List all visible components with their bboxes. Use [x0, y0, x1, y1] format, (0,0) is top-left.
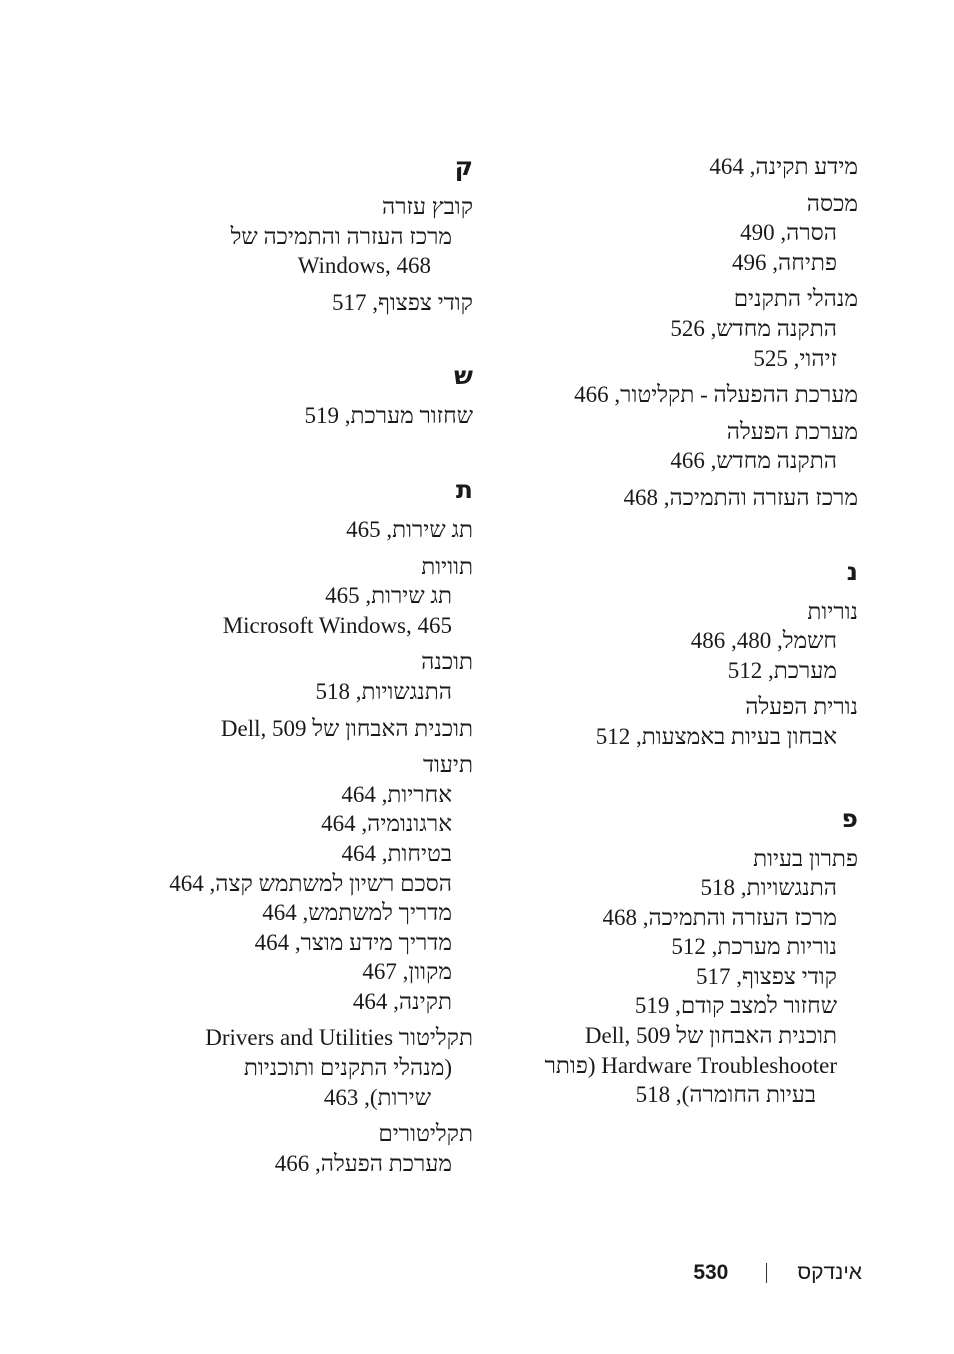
index-subterm: מדריך למשתמש, 464	[262, 900, 452, 926]
index-entry	[33, 1023, 473, 1112]
index-letter-heading: נ	[846, 556, 858, 586]
index-main-term: נורית הפעלה	[745, 694, 858, 720]
index-subterm: קודי צפצוף, 517	[696, 963, 837, 989]
index-letter-heading: פ	[841, 803, 858, 833]
index-subterm: התנגשויות, 518	[700, 875, 837, 901]
index-main-term: תיעוד	[422, 752, 473, 778]
index-subterm: הסכם רשיון למשתמש קצה, 464	[169, 870, 452, 896]
index-subterm: מרכז העזרה והתמיכה של	[230, 223, 452, 249]
index-column-left	[33, 152, 473, 1185]
index-main-term: פתרון בעיות	[753, 845, 858, 871]
index-entry	[33, 192, 473, 281]
index-subterm: מערכת, 512	[727, 657, 837, 683]
index-subterm: זיהוי, 525	[753, 345, 837, 371]
index-subterm: Microsoft Windows, 465	[222, 612, 452, 638]
index-entry	[33, 552, 473, 641]
index-entry	[33, 288, 473, 318]
footer-section-title: אינדקס	[797, 1261, 862, 1284]
index-main-term: מערכת הפעלה	[726, 418, 858, 444]
page-footer	[693, 1258, 862, 1288]
index-subterm: מערכת הפעלה, 466	[274, 1150, 452, 1176]
index-main-term: תוויות	[421, 553, 473, 579]
index-entry	[418, 152, 858, 182]
index-subterm: חשמל, 480, 486	[690, 628, 837, 654]
index-main-term: מידע תקינה, 464	[709, 154, 858, 179]
index-subterm: שחזור למצב קודם, 519	[634, 993, 837, 1019]
index-subterm: נוריות מערכת, 512	[671, 934, 837, 960]
index-subterm: מדריך מידע מוצר, 464	[254, 929, 452, 955]
index-main-term: תקליטורים	[378, 1121, 473, 1147]
index-letter-heading: ש	[454, 361, 473, 391]
index-letter-heading: ק	[454, 152, 473, 181]
index-main-term: קודי צפצוף, 517	[332, 289, 473, 315]
index-subterm: פתיחה, 496	[732, 249, 837, 275]
index-subterm: התנגשויות, 518	[315, 678, 452, 704]
index-main-term: תוכנית האבחון של Dell, 509	[220, 715, 473, 741]
index-main-term: תקליטור Drivers and Utilities	[205, 1025, 473, 1051]
index-main-term: מכסה	[806, 190, 858, 216]
page-number: 530	[693, 1261, 729, 1284]
index-subterm-continuation: שירות), 463	[323, 1084, 431, 1110]
index-subterm: Hardware Troubleshooter (פותר	[544, 1052, 837, 1078]
index-main-term: מנהלי התקנים	[733, 286, 858, 312]
index-main-term: נוריות	[807, 598, 858, 624]
index-subterm: אבחון בעיות באמצעות, 512	[595, 723, 837, 749]
index-column-right	[418, 152, 858, 1117]
index-main-term: תוכנה	[421, 649, 473, 675]
index-entry	[418, 284, 858, 373]
index-entry	[33, 714, 473, 744]
index-entry	[418, 189, 858, 278]
index-subterm: התקנה מחדש, 466	[670, 448, 837, 474]
index-entry	[33, 647, 473, 706]
index-subterm: תוכנית האבחון של Dell, 509	[584, 1023, 837, 1049]
index-subterm: התקנה מחדש, 526	[670, 315, 837, 341]
index-main-term: קובץ עזרה	[382, 194, 473, 219]
index-subterm-continuation: Windows, 468	[297, 253, 431, 279]
index-entry	[418, 692, 858, 751]
index-entry	[418, 417, 858, 476]
index-entry	[33, 1119, 473, 1178]
index-main-term: תג שירות, 465	[346, 516, 473, 542]
index-main-term: מרכז העזרה והתמיכה, 468	[623, 484, 858, 510]
footer-separator	[766, 1263, 767, 1283]
index-subterm: מרכז העזרה והתמיכה, 468	[602, 904, 837, 930]
index-subterm: הסרה, 490	[740, 220, 837, 246]
index-entry	[418, 844, 858, 1110]
index-subterm: תג שירות, 465	[325, 583, 452, 609]
index-subterm: ארגונומיה, 464	[321, 811, 452, 837]
index-subterm: (מנהלי התקנים ותוכניות	[243, 1055, 452, 1081]
index-entry	[418, 597, 858, 686]
index-entry	[418, 380, 858, 410]
index-subterm: בטיחות, 464	[341, 840, 452, 866]
index-entry	[33, 750, 473, 1016]
index-letter-heading: ת	[455, 474, 473, 504]
index-subterm: אחריות, 464	[341, 781, 452, 807]
index-subterm: מקוון, 467	[362, 959, 452, 985]
index-entry	[33, 401, 473, 431]
index-main-term: שחזור מערכת, 519	[304, 403, 473, 429]
index-main-term: מערכת ההפעלה - תקליטור, 466	[574, 382, 858, 408]
index-subterm: תקינה, 464	[352, 988, 452, 1014]
index-subterm-continuation: בעיות החומרה), 518	[635, 1082, 816, 1108]
index-entry	[418, 483, 858, 513]
index-entry	[33, 515, 473, 545]
